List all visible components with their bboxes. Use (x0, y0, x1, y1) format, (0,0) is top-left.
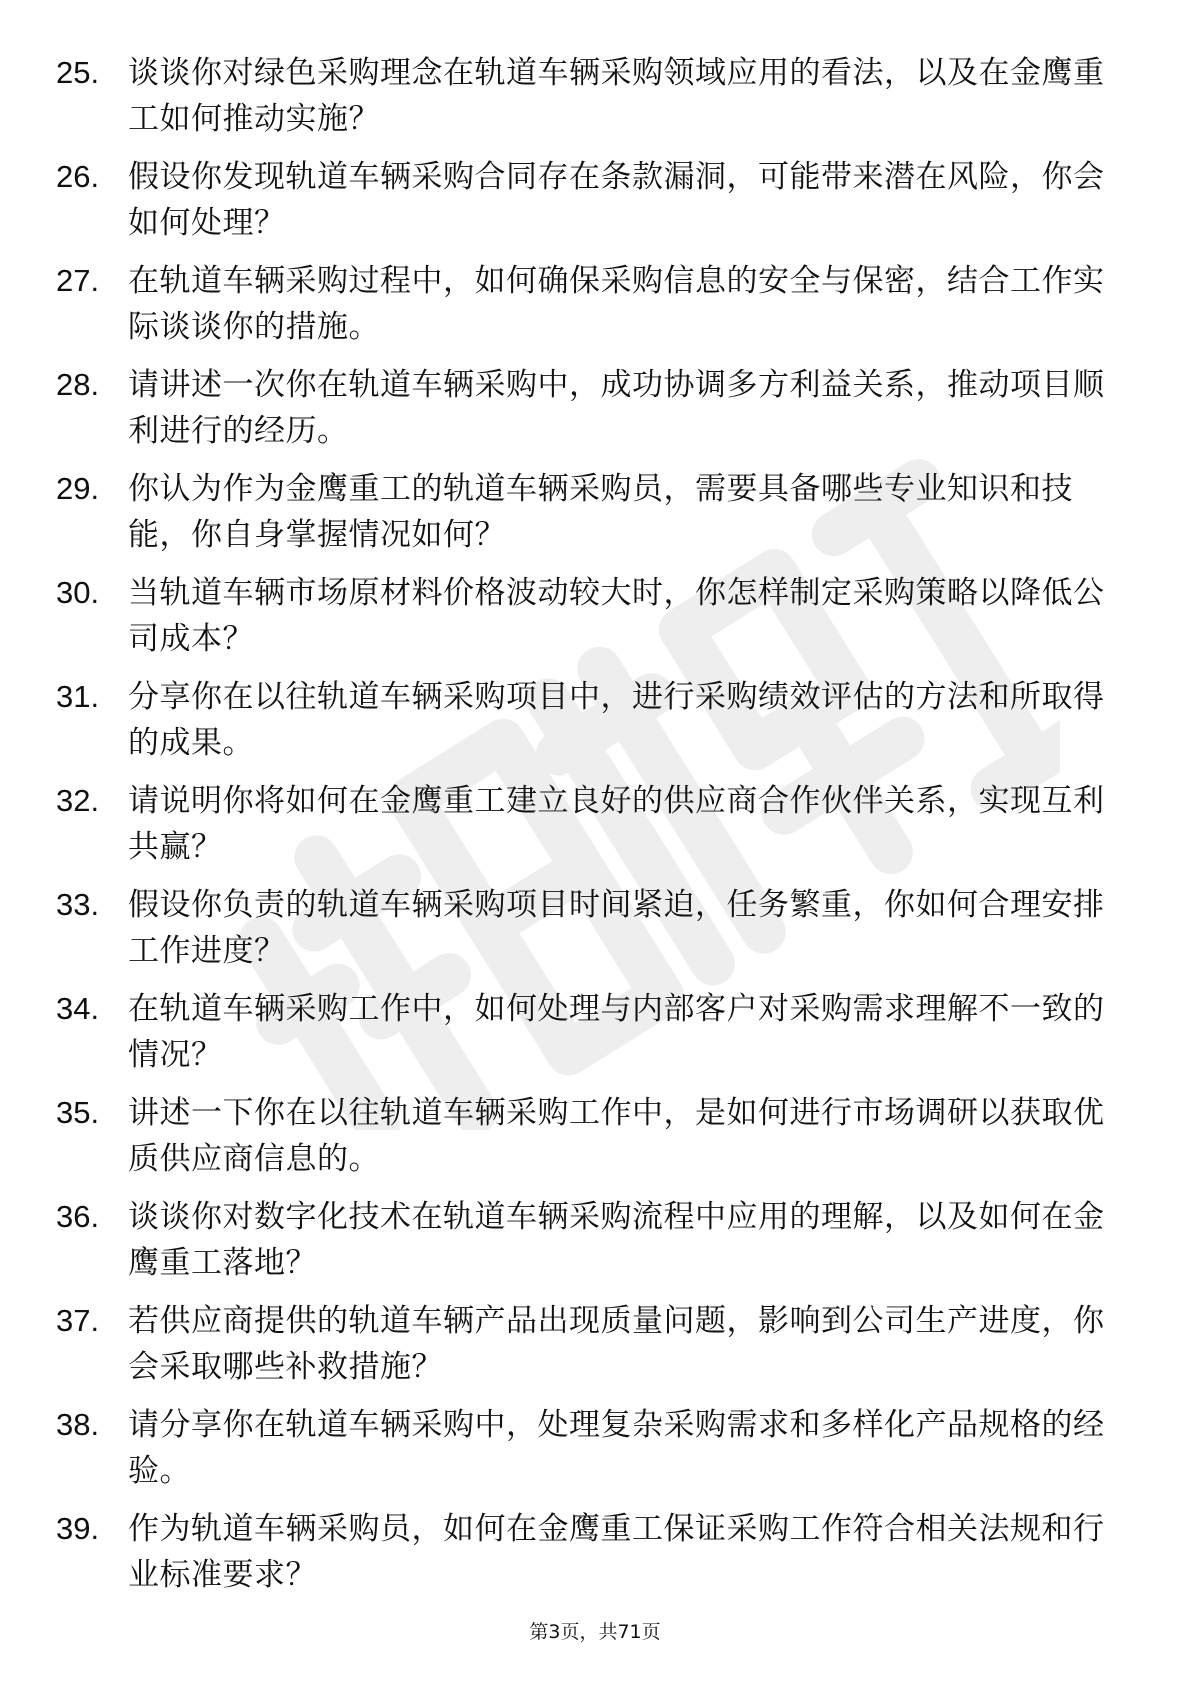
question-number: 33. (56, 887, 100, 922)
question-item (56, 1402, 1126, 1506)
question-text: 请讲述一次你在轨道车辆采购中，成功协调多方利益关系，推动项目顺利进行的经历。 (128, 367, 1105, 449)
question-item (56, 570, 1126, 674)
question-text: 谈谈你对数字化技术在轨道车辆采购流程中应用的理解，以及如何在金鹰重工落地？ (128, 1199, 1105, 1281)
question-number: 38. (56, 1407, 100, 1442)
question-text: 在轨道车辆采购工作中，如何处理与内部客户对采购需求理解不一致的情况？ (128, 991, 1105, 1073)
question-text: 在轨道车辆采购过程中，如何确保采购信息的安全与保密，结合工作实际谈谈你的措施。 (128, 263, 1105, 345)
question-item (56, 986, 1126, 1090)
question-text: 请分享你在轨道车辆采购中，处理复杂采购需求和多样化产品规格的经验。 (128, 1407, 1105, 1489)
question-text: 分享你在以往轨道车辆采购项目中，进行采购绩效评估的方法和所取得的成果。 (128, 679, 1105, 761)
question-text: 作为轨道车辆采购员，如何在金鹰重工保证采购工作符合相关法规和行业标准要求？ (128, 1511, 1105, 1593)
question-number: 32. (56, 783, 100, 818)
question-text: 请说明你将如何在金鹰重工建立良好的供应商合作伙伴关系，实现互利共赢？ (128, 783, 1105, 865)
question-number: 29. (56, 471, 100, 506)
question-number: 35. (56, 1095, 100, 1130)
question-text: 当轨道车辆市场原材料价格波动较大时，你怎样制定采购策略以降低公司成本？ (128, 575, 1105, 657)
question-number: 36. (56, 1199, 100, 1234)
question-item (56, 1090, 1126, 1194)
question-number: 25. (56, 55, 100, 90)
question-item (56, 674, 1126, 778)
question-item (56, 1298, 1126, 1402)
page-number: 第3页，共71页 (529, 1621, 661, 1643)
question-item (56, 1506, 1126, 1610)
question-item (56, 882, 1126, 986)
question-number: 39. (56, 1511, 100, 1546)
question-text: 讲述一下你在以往轨道车辆采购工作中，是如何进行市场调研以获取优质供应商信息的。 (128, 1095, 1105, 1177)
question-item (56, 50, 1126, 154)
question-text: 谈谈你对绿色采购理念在轨道车辆采购领域应用的看法，以及在金鹰重工如何推动实施？ (128, 55, 1105, 137)
question-text: 假设你负责的轨道车辆采购项目时间紧迫，任务繁重，你如何合理安排工作进度？ (128, 887, 1105, 969)
question-number: 30. (56, 575, 100, 610)
question-number: 31. (56, 679, 100, 714)
question-text: 假设你发现轨道车辆采购合同存在条款漏洞，可能带来潜在风险，你会如何处理？ (128, 159, 1105, 241)
question-item (56, 1194, 1126, 1298)
question-number: 27. (56, 263, 100, 298)
question-number: 37. (56, 1303, 100, 1338)
question-item (56, 154, 1126, 258)
question-number: 28. (56, 367, 100, 402)
question-number: 34. (56, 991, 100, 1026)
question-text: 你认为作为金鹰重工的轨道车辆采购员，需要具备哪些专业知识和技能，你自身掌握情况如何？ (128, 471, 1073, 553)
question-item (56, 362, 1126, 466)
question-number: 26. (56, 159, 100, 194)
question-item (56, 258, 1126, 362)
question-list (56, 50, 1126, 1610)
question-text: 若供应商提供的轨道车辆产品出现质量问题，影响到公司生产进度，你会采取哪些补救措施？ (128, 1303, 1105, 1385)
question-item (56, 778, 1126, 882)
question-item (56, 466, 1126, 570)
